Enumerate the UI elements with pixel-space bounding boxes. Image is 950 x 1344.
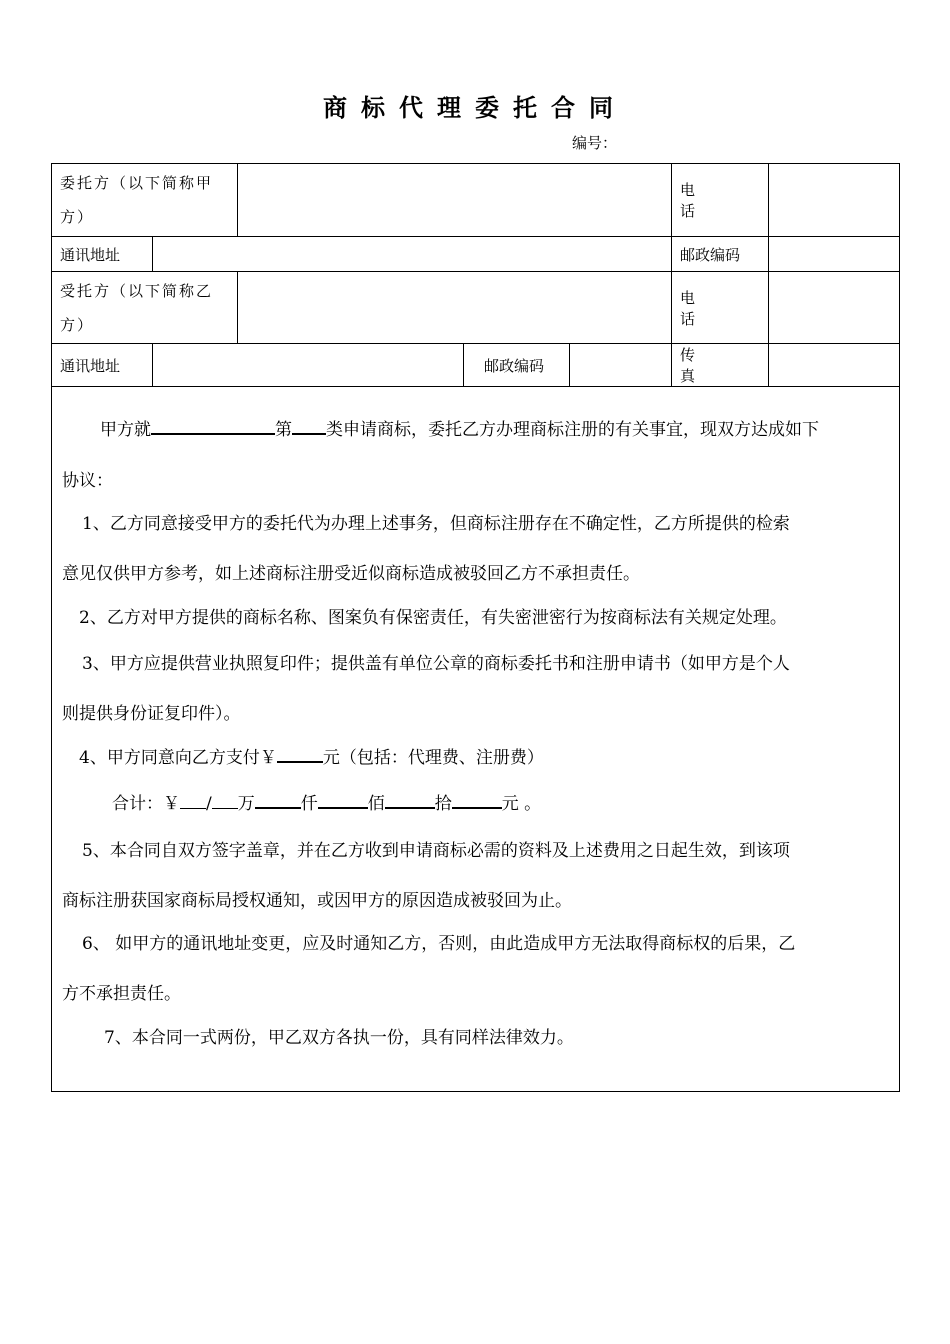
clause-3-line-2: 则提供身份证复印件）。 bbox=[62, 704, 241, 724]
clause-5-line-1: 5、本合同自双方签字盖章，并在乙方收到申请商标必需的资料及上述费用之日起生效，到该项 bbox=[82, 841, 790, 861]
client-postcode-field[interactable] bbox=[769, 237, 900, 272]
total-blank-qian[interactable] bbox=[318, 789, 368, 809]
client-row bbox=[52, 164, 900, 237]
total-blank-shi[interactable] bbox=[452, 789, 502, 809]
class-number-blank[interactable] bbox=[292, 415, 326, 435]
clause-6-line-1: 6、 如甲方的通讯地址变更，应及时通知乙方，否则，由此造成甲方无法取得商标权的后果，乙 bbox=[82, 934, 796, 954]
client-address-field[interactable] bbox=[153, 237, 672, 272]
client-phone-field[interactable] bbox=[769, 164, 900, 237]
clauses-content bbox=[52, 387, 899, 1091]
contract-form-table bbox=[51, 163, 900, 1092]
clauses-cell bbox=[52, 387, 900, 1092]
clause-4 bbox=[79, 743, 544, 768]
client-address-label: 通讯地址 bbox=[52, 237, 153, 272]
total-text-wan: 万 bbox=[237, 794, 255, 814]
payment-amount-blank[interactable] bbox=[277, 743, 323, 763]
total-text-a: 合计：￥ bbox=[112, 794, 180, 814]
agent-postcode-label: 邮政编码 bbox=[464, 344, 570, 387]
total-text-yuan: 元 。 bbox=[501, 794, 542, 814]
total-text-shi: 拾 bbox=[434, 794, 452, 814]
clause-1-line-2: 意见仅供甲方参考，如上述商标注册受近似商标造成被驳回乙方不承担责任。 bbox=[62, 564, 640, 584]
agent-address-field[interactable] bbox=[153, 344, 464, 387]
total-blank-1[interactable] bbox=[180, 790, 206, 809]
client-postcode-label: 邮政编码 bbox=[672, 237, 769, 272]
total-text-b: / bbox=[206, 794, 212, 814]
client-phone-label bbox=[672, 164, 769, 237]
intro-text-b: 第 bbox=[275, 420, 292, 440]
total-text-qian: 仟 bbox=[300, 794, 318, 814]
client-label: 委托方（以下简称甲方） bbox=[52, 164, 238, 237]
agent-phone-label bbox=[672, 272, 769, 344]
trademark-name-blank[interactable] bbox=[151, 415, 275, 435]
clause-5-line-2: 商标注册获国家商标局授权通知，或因甲方的原因造成被驳回为止。 bbox=[62, 891, 572, 911]
clause-3-line-1: 3、甲方应提供营业执照复印件；提供盖有单位公章的商标委托书和注册申请书（如甲方是个人 bbox=[82, 654, 790, 674]
total-text-bai: 佰 bbox=[367, 794, 385, 814]
total-blank-wan[interactable] bbox=[255, 789, 301, 809]
agent-fax-field[interactable] bbox=[769, 344, 900, 387]
clause-6-line-2: 方不承担责任。 bbox=[62, 984, 181, 1004]
contract-title: 商标代理委托合同 bbox=[323, 94, 627, 122]
agent-phone-label-text: 电话 bbox=[680, 288, 732, 328]
clause-4-text-b: 元（包括：代理费、注册费） bbox=[322, 748, 544, 768]
intro-text-a: 甲方就 bbox=[100, 420, 151, 440]
clause-2: 2、乙方对甲方提供的商标名称、图案负有保密责任，有失密泄密行为按商标法有关规定处理。 bbox=[79, 608, 787, 628]
agent-row bbox=[52, 272, 900, 344]
clauses-row bbox=[52, 387, 900, 1092]
agent-fax-label-text: 传真 bbox=[680, 346, 732, 385]
agent-label: 受托方（以下简称乙方） bbox=[52, 272, 238, 344]
intro-line-2: 协议： bbox=[62, 471, 113, 491]
agent-phone-field[interactable] bbox=[769, 272, 900, 344]
client-phone-label-text: 电话 bbox=[680, 181, 732, 220]
agent-address-label: 通讯地址 bbox=[52, 344, 153, 387]
agent-fax-label bbox=[672, 344, 769, 387]
agent-name-field[interactable] bbox=[238, 272, 672, 344]
agent-postcode-field[interactable] bbox=[570, 344, 672, 387]
client-address-row bbox=[52, 237, 900, 272]
total-blank-bai[interactable] bbox=[385, 789, 435, 809]
clause-1-line-1: 1、乙方同意接受甲方的委托代为办理上述事务，但商标注册存在不确定性，乙方所提供的检索 bbox=[82, 514, 790, 534]
agent-address-row bbox=[52, 344, 900, 387]
total-blank-2[interactable] bbox=[212, 790, 238, 809]
clause-7: 7、本合同一式两份，甲乙双方各执一份，具有同样法律效力。 bbox=[104, 1028, 574, 1048]
serial-number-label: 编号： bbox=[572, 134, 618, 152]
clause-4-text-a: 4、甲方同意向乙方支付￥ bbox=[79, 748, 277, 768]
intro-text-c: 类申请商标，委托乙方办理商标注册的有关事宜，现双方达成如下 bbox=[326, 420, 819, 440]
intro-line bbox=[100, 415, 819, 440]
client-name-field[interactable] bbox=[238, 164, 672, 237]
total-amount-line bbox=[112, 789, 541, 814]
